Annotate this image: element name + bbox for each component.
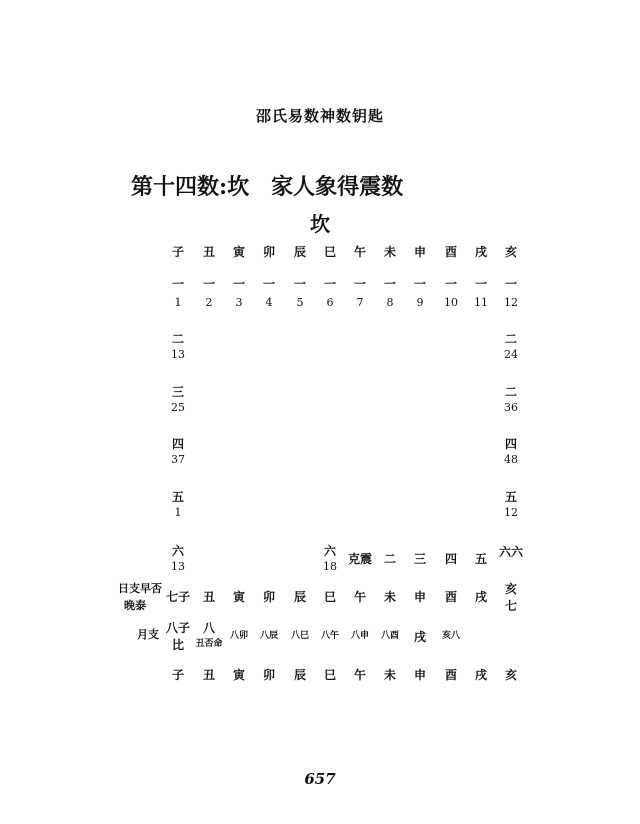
row1-number: 3 (235, 296, 243, 309)
row1-number: 5 (296, 296, 304, 309)
branch-header-bottom: 辰 (293, 668, 306, 682)
side-left-mark: 四 (171, 437, 184, 451)
row6-right-mark: 六六 (498, 545, 523, 559)
month-row-item: 八卯 (229, 631, 248, 641)
day-row-label-2: 晚泰 (124, 599, 146, 612)
row1-number: 4 (265, 296, 273, 309)
row1-mark: 一 (293, 277, 306, 291)
branch-header-top: 子 (171, 245, 184, 259)
month-row-item: 八午 (320, 631, 339, 641)
side-right-mark: 二 (504, 385, 517, 399)
row1-mark: 一 (413, 277, 426, 291)
side-left-number: 13 (171, 348, 185, 361)
branch-header-bottom: 未 (383, 668, 396, 682)
month-row-item: 八申 (350, 631, 369, 641)
row1-mark: 一 (202, 277, 215, 291)
side-right-mark: 四 (504, 437, 517, 451)
day-row-branch: 寅 (232, 590, 245, 604)
running-header: 邵氏易数神数钥匙 (255, 107, 384, 125)
branch-header-bottom: 亥 (504, 668, 517, 682)
row6-xu-mark: 五 (474, 552, 487, 566)
branch-header-top: 丑 (202, 245, 215, 259)
day-row-branch: 午 (353, 590, 366, 604)
side-right-number: 12 (504, 506, 518, 519)
side-right-number: 48 (504, 453, 518, 466)
branch-header-bottom: 丑 (202, 668, 215, 682)
row1-number: 12 (504, 296, 518, 309)
side-left-mark: 三 (171, 385, 184, 399)
branch-header-bottom: 戌 (474, 668, 487, 682)
row6-you-mark: 四 (444, 552, 457, 566)
month-row-chou-2: 丑否命 (195, 639, 223, 649)
day-row-branch: 巳 (323, 590, 336, 604)
day-row-branch: 卯 (262, 590, 275, 604)
month-row-chou: 八 (202, 621, 215, 635)
row6-left-number: 13 (171, 560, 185, 573)
section-title: 第十四数:坎 家人象得震数 (131, 174, 404, 200)
branch-header-top: 午 (353, 245, 366, 259)
month-row-zi-2: 比 (171, 638, 184, 652)
row1-mark: 一 (353, 277, 366, 291)
branch-header-bottom: 午 (353, 668, 366, 682)
month-row-item: 八酉 (380, 631, 399, 641)
row1-mark: 一 (504, 277, 517, 291)
day-row-branch: 戌 (474, 590, 487, 604)
side-left-mark: 五 (171, 490, 184, 504)
day-row-hai: 亥 (504, 582, 517, 596)
branch-header-top: 卯 (262, 245, 275, 259)
day-row-zi: 七子 (165, 590, 190, 604)
row1-mark: 一 (232, 277, 245, 291)
row1-mark: 一 (262, 277, 275, 291)
side-right-number: 24 (504, 348, 518, 361)
branch-header-top: 辰 (293, 245, 306, 259)
row6-si-mark: 六 (323, 544, 336, 558)
row1-mark: 一 (474, 277, 487, 291)
branch-header-top: 申 (413, 245, 426, 259)
branch-header-bottom: 酉 (444, 668, 457, 682)
side-left-mark: 二 (171, 332, 184, 346)
branch-header-top: 酉 (444, 245, 457, 259)
row1-number: 9 (416, 296, 424, 309)
branch-header-top: 亥 (504, 245, 517, 259)
branch-header-bottom: 卯 (262, 668, 275, 682)
side-left-number: 25 (171, 401, 185, 414)
branch-header-bottom: 寅 (232, 668, 245, 682)
branch-header-bottom: 巳 (323, 668, 336, 682)
row1-number: 6 (326, 296, 334, 309)
day-row-hai-2: 七 (504, 599, 517, 613)
side-right-number: 36 (504, 401, 518, 414)
row1-number: 11 (474, 296, 488, 309)
month-row-item: 戌 (413, 630, 426, 644)
row1-number: 1 (174, 296, 182, 309)
row1-number: 10 (444, 296, 458, 309)
row1-mark: 一 (383, 277, 396, 291)
month-row-item: 亥八 (441, 631, 460, 641)
branch-header-top: 未 (383, 245, 396, 259)
trigram-heading: 坎 (310, 212, 330, 236)
branch-header-top: 巳 (323, 245, 336, 259)
side-left-number: 1 (174, 506, 182, 519)
row6-left-mark: 六 (171, 544, 184, 558)
row6-wei-mark: 二 (383, 552, 396, 566)
page-number: 657 (304, 770, 336, 788)
branch-header-top: 寅 (232, 245, 245, 259)
day-row-branch: 申 (413, 590, 426, 604)
row1-number: 8 (386, 296, 394, 309)
day-row-branch: 丑 (202, 590, 215, 604)
row1-number: 7 (356, 296, 364, 309)
day-row-label: 日支早否 (118, 582, 162, 595)
day-row-branch: 未 (383, 590, 396, 604)
side-right-mark: 五 (504, 490, 517, 504)
day-row-branch: 酉 (444, 590, 457, 604)
day-row-branch: 辰 (293, 590, 306, 604)
month-row-item: 八辰 (259, 631, 278, 641)
side-right-mark: 二 (504, 332, 517, 346)
branch-header-bottom: 子 (171, 668, 184, 682)
row1-mark: 一 (171, 277, 184, 291)
row6-wu-mark: 克震 (347, 552, 372, 566)
row1-number: 2 (205, 296, 213, 309)
side-left-number: 37 (171, 453, 185, 466)
branch-header-bottom: 申 (413, 668, 426, 682)
row6-shen-mark: 三 (413, 552, 426, 566)
month-row-label: 月支 (137, 628, 159, 641)
row6-si-number: 18 (323, 560, 337, 573)
branch-header-top: 戌 (474, 245, 487, 259)
month-row-zi: 八子 (165, 621, 190, 635)
row1-mark: 一 (323, 277, 336, 291)
row1-mark: 一 (444, 277, 457, 291)
month-row-item: 八巳 (290, 631, 309, 641)
